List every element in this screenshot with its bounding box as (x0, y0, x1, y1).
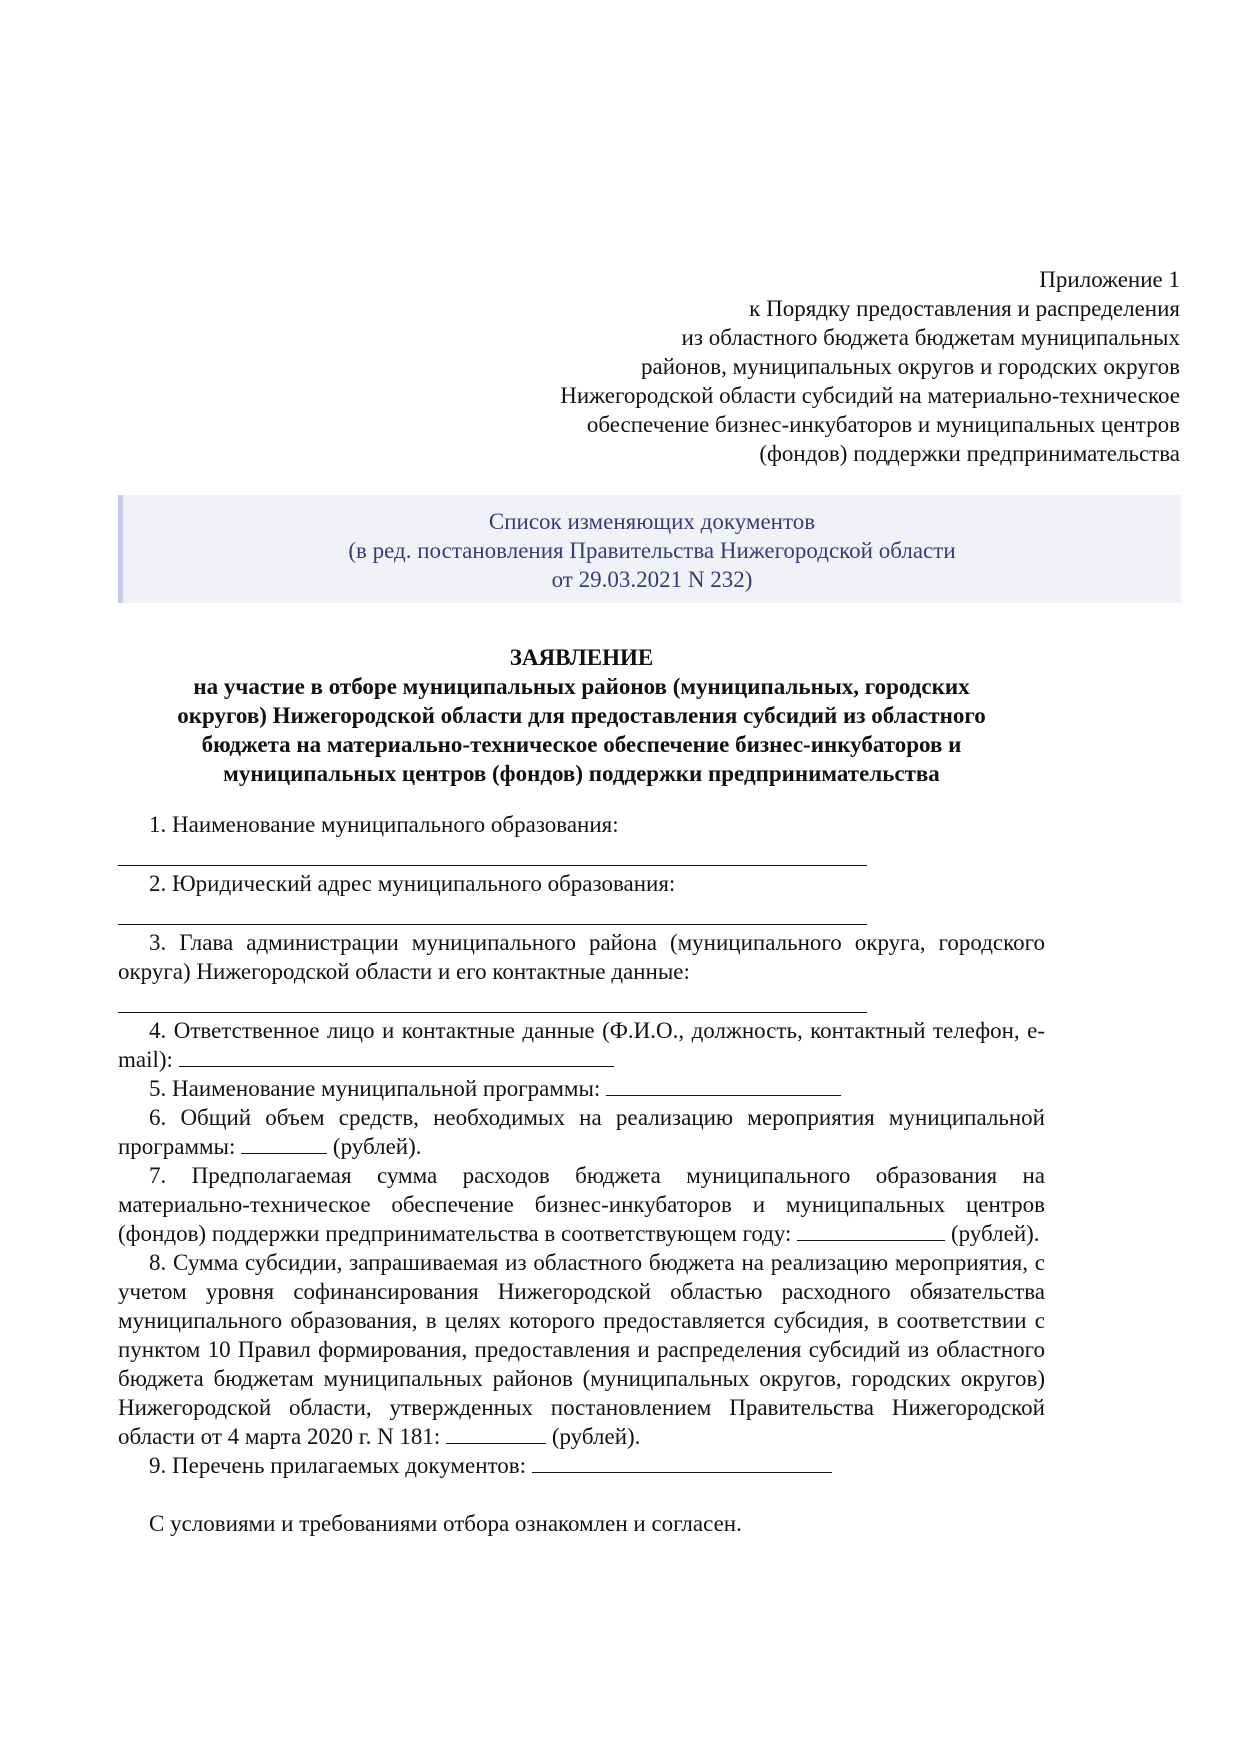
item-7-label: 7. Предполагаемая сумма расходов бюджета муниципального образования на материально-техническое обеспечение бизнес-инкубаторов и муниципальных центров (фондов) поддержки предпринимательства в соответствующем году: (118, 1163, 1045, 1246)
item-7 (118, 1161, 1045, 1248)
title-heading: ЗАЯВЛЕНИЕ (509, 645, 654, 670)
header-line: (фондов) поддержки предпринимательства (759, 441, 1180, 466)
item-1-blank[interactable] (118, 839, 867, 866)
header-line: к Порядку предоставления и распределения (749, 296, 1180, 321)
title-line: муниципальных центров (фондов) поддержки предпринимательства (223, 761, 940, 786)
header-line: районов, муниципальных округов и городских округов (640, 354, 1180, 379)
item-6-unit: (рублей). (332, 1134, 422, 1159)
item-7-unit: (рублей). (950, 1221, 1040, 1246)
item-2-blank[interactable] (118, 898, 867, 925)
title-line: округов) Нижегородской области для предоставления субсидий из областного (177, 703, 986, 728)
item-3-label: 3. Глава администрации муниципального района (муниципального округа, городского округа) Нижегородской области и его контактные данные: (118, 930, 1045, 984)
header-line: Нижегородской области субсидий на материально-техническое (560, 383, 1180, 408)
title-line: на участие в отборе муниципальных районов (муниципальных, городских (193, 674, 970, 699)
item-5-blank[interactable] (606, 1075, 841, 1096)
item-3-blank[interactable] (118, 986, 867, 1013)
item-6-label: 6. Общий объем средств, необходимых на реализацию мероприятия муниципальной программы: (118, 1105, 1045, 1159)
item-2-label: 2. Юридический адрес муниципального образования: (149, 871, 676, 896)
document-title (118, 643, 1045, 788)
item-5-label: 5. Наименование муниципальной программы: (149, 1076, 601, 1101)
item-8-unit: (рублей). (551, 1424, 641, 1449)
header-line: из областного бюджета бюджетам муниципальных (681, 325, 1180, 350)
revision-line: от 29.03.2021 N 232) (551, 567, 753, 592)
revision-line: Список изменяющих документов (488, 509, 816, 534)
agreement-statement: С условиями и требованиями отбора ознакомлен и согласен. (149, 1511, 742, 1536)
item-1-label: 1. Наименование муниципального образования: (149, 812, 619, 837)
revision-box (118, 495, 1181, 603)
item-4-blank[interactable] (179, 1046, 614, 1067)
title-line: бюджета на материально-техническое обеспечение бизнес-инкубаторов и (201, 732, 962, 757)
appendix-header (560, 265, 1180, 468)
revision-line: (в ред. постановления Правительства Нижегородской области (348, 538, 956, 563)
item-9-label: 9. Перечень прилагаемых документов: (149, 1453, 527, 1478)
item-8 (118, 1248, 1045, 1451)
item-4 (118, 1016, 1045, 1074)
item-8-label: 8. Сумма субсидии, запрашиваемая из областного бюджета на реализацию мероприятия, с учетом уровня софинансирования Нижегородской областью расходного обязательства муниципального образования, в целях которого предоставляется субсидия, в соответствии с пунктом 10 Правил формирования, предоставления и распределения субсидий из областного бюджета бюджетам муниципальных районов (муниципальных округов, городских округов) Нижегородской области, утвержденных постановлением Правительства Нижегородской области от 4 марта 2020 г. N 181: (118, 1250, 1045, 1449)
item-4-label: 4. Ответственное лицо и контактные данные (Ф.И.О., должность, контактный телефон, e-mail): (118, 1018, 1045, 1072)
header-line: Приложение 1 (1039, 267, 1180, 292)
item-5 (118, 1074, 1045, 1103)
item-6 (118, 1103, 1045, 1161)
header-line: обеспечение бизнес-инкубаторов и муниципальных центров (586, 412, 1180, 437)
form-body (118, 810, 1045, 1538)
item-6-blank[interactable] (241, 1133, 327, 1154)
item-8-blank[interactable] (446, 1423, 546, 1444)
item-9-blank[interactable] (532, 1452, 832, 1473)
item-7-blank[interactable] (797, 1220, 945, 1241)
item-9 (118, 1451, 1045, 1480)
